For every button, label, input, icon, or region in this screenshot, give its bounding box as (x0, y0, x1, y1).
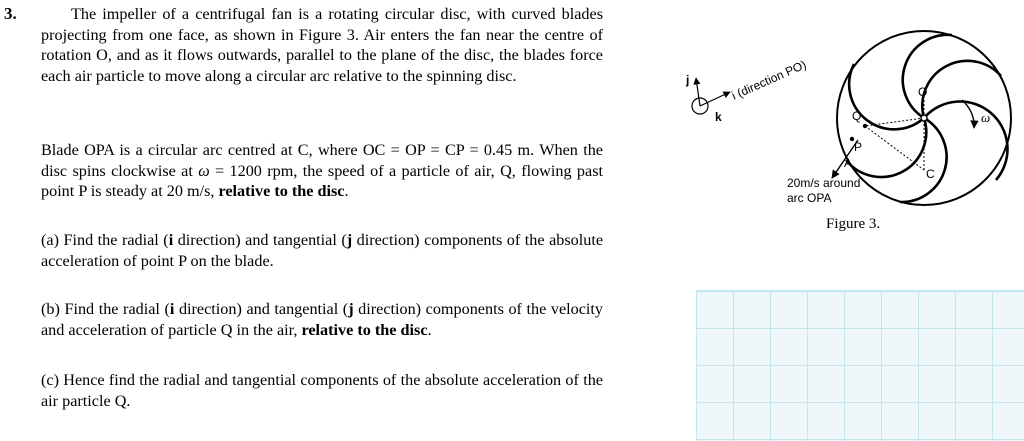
blade-line1: Blade OPA is a circular arc centred at C, where OC = OP = CP = 0.45 m. (41, 141, 535, 159)
grid-background (696, 290, 1024, 441)
speed-label-line1: 20m/s around (787, 176, 861, 190)
label-A: A (844, 156, 853, 170)
blade-line2-pre: When the disc spins clockwise at (41, 141, 603, 180)
blade-line2-post: = 1200 rpm, the speed of a particle of air, Q, flowing past point P is steady at 20 m/s, (41, 161, 603, 201)
blade-paragraph (41, 140, 603, 202)
point-O (921, 115, 927, 121)
label-omega: ω (981, 110, 991, 125)
speed-label-line2: arc OPA (787, 191, 832, 205)
point-P (863, 124, 867, 128)
label-P: P (854, 140, 863, 154)
part-a-post: direction) components of the absolute acceleration of point P on the blade. (41, 231, 604, 270)
part-a-pre: (a) Find the radial ( (41, 231, 169, 249)
part-b-pre: (b) Find the radial ( (41, 300, 170, 318)
label-Q: Q (852, 109, 862, 123)
blade-bold-text: relative to the disc (218, 182, 345, 201)
k-axis-label: k (715, 110, 722, 124)
omega-symbol: ω (198, 161, 210, 180)
part-b-i: i (169, 300, 175, 318)
part-b-post: direction) components of the velocity and acceleration of particle Q in the air, (41, 300, 603, 339)
label-O: O (918, 85, 928, 99)
blade-end: . (344, 182, 349, 201)
part-b-bold: relative to the disc (301, 320, 428, 339)
part-a (41, 230, 603, 271)
figure-caption: Figure 3. (826, 216, 881, 232)
part-b-mid: direction) and tangential ( (174, 300, 349, 318)
axis-frame (685, 57, 808, 124)
j-axis-label: j (686, 73, 690, 87)
part-b (41, 299, 603, 340)
part-a-j: j (346, 231, 353, 249)
label-C: C (926, 167, 935, 181)
impeller-figure (670, 0, 1024, 240)
part-b-j: j (348, 300, 354, 318)
part-c: (c) Hence find the radial and tangential components of the absolute acceleration of the air particle Q. (41, 371, 603, 410)
intro-paragraph: The impeller of a centrifugal fan is a rotating circular disc, with curved blades projecting from one face, as shown in Figure 3. Air enters the fan near the centre of rotation O, and as it flows outwards, parallel to the plane of the disc, the blades force each air particle to move along a circular arc relative to the spinning disc. (41, 5, 603, 85)
j-axis-arrow (696, 78, 700, 106)
part-a-i: i (168, 231, 174, 249)
part-b-end: . (427, 320, 432, 339)
i-axis-label: i (direction PO) (729, 57, 809, 103)
question-number: 3. (4, 4, 17, 23)
part-a-mid: direction) and tangential ( (173, 231, 347, 249)
